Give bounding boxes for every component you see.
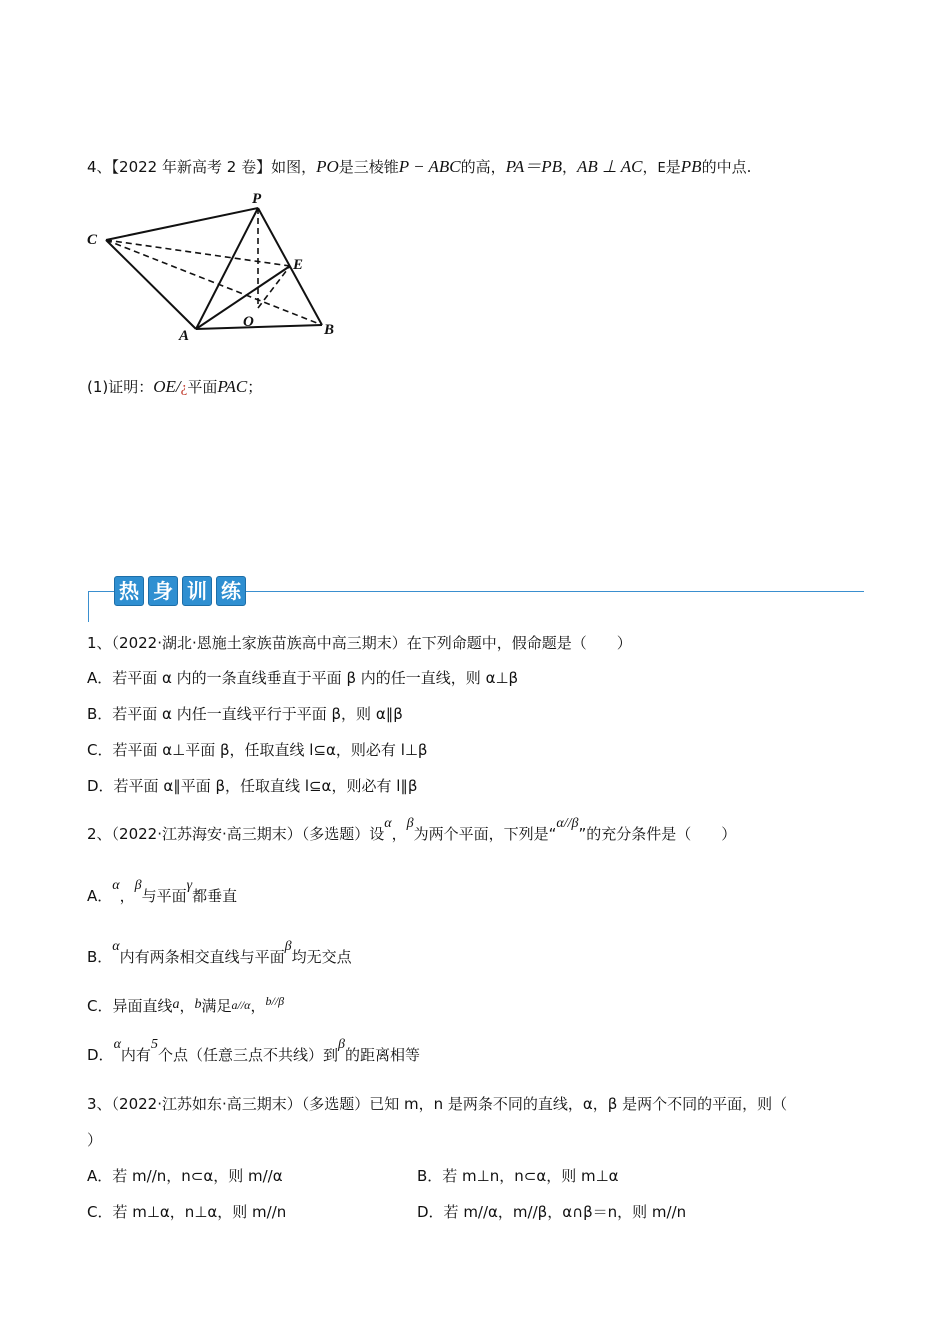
- section-header: [114, 576, 246, 606]
- problem-2-option-a: A．α，β与平面γ都垂直: [87, 878, 238, 905]
- problem-4-part1: (1)证明：OE/¿平面PAC；: [87, 377, 263, 396]
- problem-3-option-a: A．若 m//n，n⊂α，则 m//α: [87, 1167, 283, 1185]
- edge-PA: [196, 208, 258, 329]
- problem-3-stem: 3、（2022·江苏如东·高三期末）（多选题）已知 m，n 是两条不同的直线，α，β 是两个不同的平面，则（: [87, 1095, 788, 1113]
- label-A: A: [179, 328, 190, 344]
- label-E: E: [293, 257, 304, 273]
- section-char: 身: [148, 576, 178, 606]
- label-O: O: [243, 314, 254, 330]
- dashed-OE: [258, 266, 290, 308]
- problem-1-option-b: B．若平面 α 内任一直线平行于平面 β，则 α∥β: [87, 705, 403, 723]
- problem-2-option-c: C．异面直线a，b满足a//α，$^{b//\beta}$: [87, 994, 285, 1015]
- problem-1-stem: 1、（2022·湖北·恩施土家族苗族高中高三期末）在下列命题中，假命题是（ ）: [87, 634, 632, 652]
- pyramid-figure: [82, 188, 352, 348]
- problem-2-option-b: B．α内有两条相交直线与平面β均无交点: [87, 939, 352, 966]
- edge-CA: [106, 240, 196, 329]
- problem-1-option-d: D．若平面 α∥平面 β，任取直线 l⊆α，则必有 l∥β: [87, 777, 418, 795]
- label-C: C: [87, 232, 98, 248]
- problem-3-option-d: D．若 m//α，m//β，α∩β＝n，则 m//n: [417, 1203, 687, 1221]
- section-header-hook: [88, 591, 115, 622]
- dashed-CE: [106, 240, 290, 266]
- section-char: 热: [114, 576, 144, 606]
- problem-1-option-a: A．若平面 α 内的一条直线垂直于平面 β 内的任一直线，则 α⊥β: [87, 669, 519, 687]
- problem-3-stem-end: ）: [87, 1131, 103, 1149]
- section-char: 训: [182, 576, 212, 606]
- problem-3-option-b: B．若 m⊥n，n⊂α，则 m⊥α: [417, 1167, 619, 1185]
- section-header-rule: [240, 591, 864, 592]
- problem-1-option-c: C．若平面 α⊥平面 β，任取直线 l⊆α，则必有 l⊥β: [87, 741, 428, 759]
- label-B: B: [324, 322, 335, 338]
- problem-3-option-c: C．若 m⊥α，n⊥α，则 m//n: [87, 1203, 287, 1221]
- edge-AB: [196, 325, 322, 329]
- edge-CP: [106, 208, 258, 240]
- problem-4-stem: 4、【2022 年新高考 2 卷】如图，PO是三棱锥P − ABC的高，PA＝PB，AB ⊥ AC，E是PB的中点.: [87, 157, 752, 176]
- label-P: P: [252, 191, 262, 207]
- problem-2-option-d: D．α内有5个点（任意三点不共线）到β的距离相等: [87, 1037, 420, 1064]
- problem-2-stem: 2、（2022·江苏海安·高三期末）（多选题）设α，β为两个平面，下列是“α//β”的充分条件是（ ）: [87, 816, 737, 843]
- section-char: 练: [216, 576, 246, 606]
- dashed-CB: [106, 240, 322, 325]
